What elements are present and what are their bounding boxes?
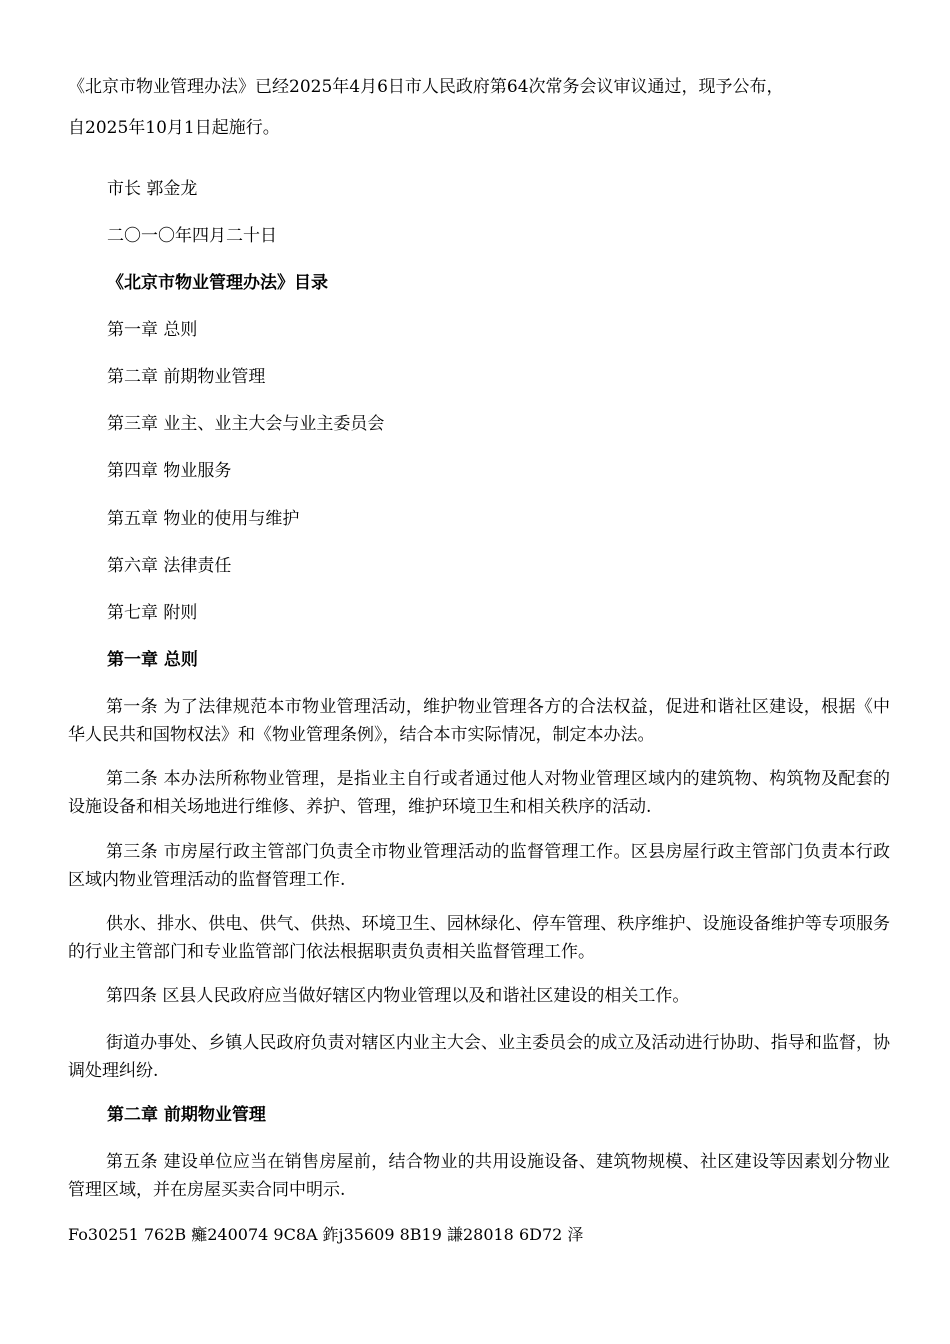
toc-title: 《北京市物业管理办法》目录 xyxy=(107,273,328,293)
toc-item: 第三章 业主、业主大会与业主委员会 xyxy=(107,414,385,434)
toc-item: 第六章 法律责任 xyxy=(107,556,232,576)
article-paragraph: 供水、排水、供电、供气、供热、环境卫生、园林绿化、停车管理、秩序维护、设施设备维护等专项服务的行业主管部门和专业监管部门依法根据职责负责相关监督管理工作。 xyxy=(68,914,890,962)
article-paragraph: 第三条 市房屋行政主管部门负责全市物业管理活动的监督管理工作。区县房屋行政主管部门负责本行政区域内物业管理活动的监督管理工作. xyxy=(68,842,890,890)
signature-date: 二〇一〇年四月二十日 xyxy=(107,226,277,246)
toc-item: 第一章 总则 xyxy=(107,320,198,340)
intro-line-1: 《北京市物业管理办法》已经2025年4月6日市人民政府第64次常务会议审议通过，现予公布， xyxy=(68,77,784,97)
garbled-footer-text: Fo30251 762B 癱240074 9C8A 鈼j35609 8B19 謙28018 6D72 泽 xyxy=(68,1225,584,1244)
intro-line-2: 自2025年10月1日起施行。 xyxy=(68,118,280,138)
chapter-2-heading: 第二章 前期物业管理 xyxy=(107,1105,266,1125)
article-paragraph: 第五条 建设单位应当在销售房屋前，结合物业的共用设施设备、建筑物规模、社区建设等因素划分物业管理区域，并在房屋买卖合同中明示. xyxy=(68,1152,890,1200)
article-paragraph: 第四条 区县人民政府应当做好辖区内物业管理以及和谐社区建设的相关工作。 xyxy=(106,986,690,1006)
article-paragraph: 街道办事处、乡镇人民政府负责对辖区内业主大会、业主委员会的成立及活动进行协助、指导和监督，协调处理纠纷. xyxy=(68,1033,890,1081)
article-paragraph: 第二条 本办法所称物业管理，是指业主自行或者通过他人对物业管理区域内的建筑物、构筑物及配套的设施设备和相关场地进行维修、养护、管理，维护环境卫生和相关秩序的活动. xyxy=(68,769,890,817)
article-paragraph: 第一条 为了法律规范本市物业管理活动，维护物业管理各方的合法权益，促进和谐社区建设，根据《中华人民共和国物权法》和《物业管理条例》，结合本市实际情况，制定本办法。 xyxy=(68,697,890,745)
toc-item: 第二章 前期物业管理 xyxy=(107,367,266,387)
chapter-1-heading: 第一章 总则 xyxy=(107,650,198,670)
toc-item: 第七章 附则 xyxy=(107,603,198,623)
toc-item: 第五章 物业的使用与维护 xyxy=(107,509,300,529)
toc-item: 第四章 物业服务 xyxy=(107,461,232,481)
mayor-signature: 市长 郭金龙 xyxy=(107,179,198,199)
